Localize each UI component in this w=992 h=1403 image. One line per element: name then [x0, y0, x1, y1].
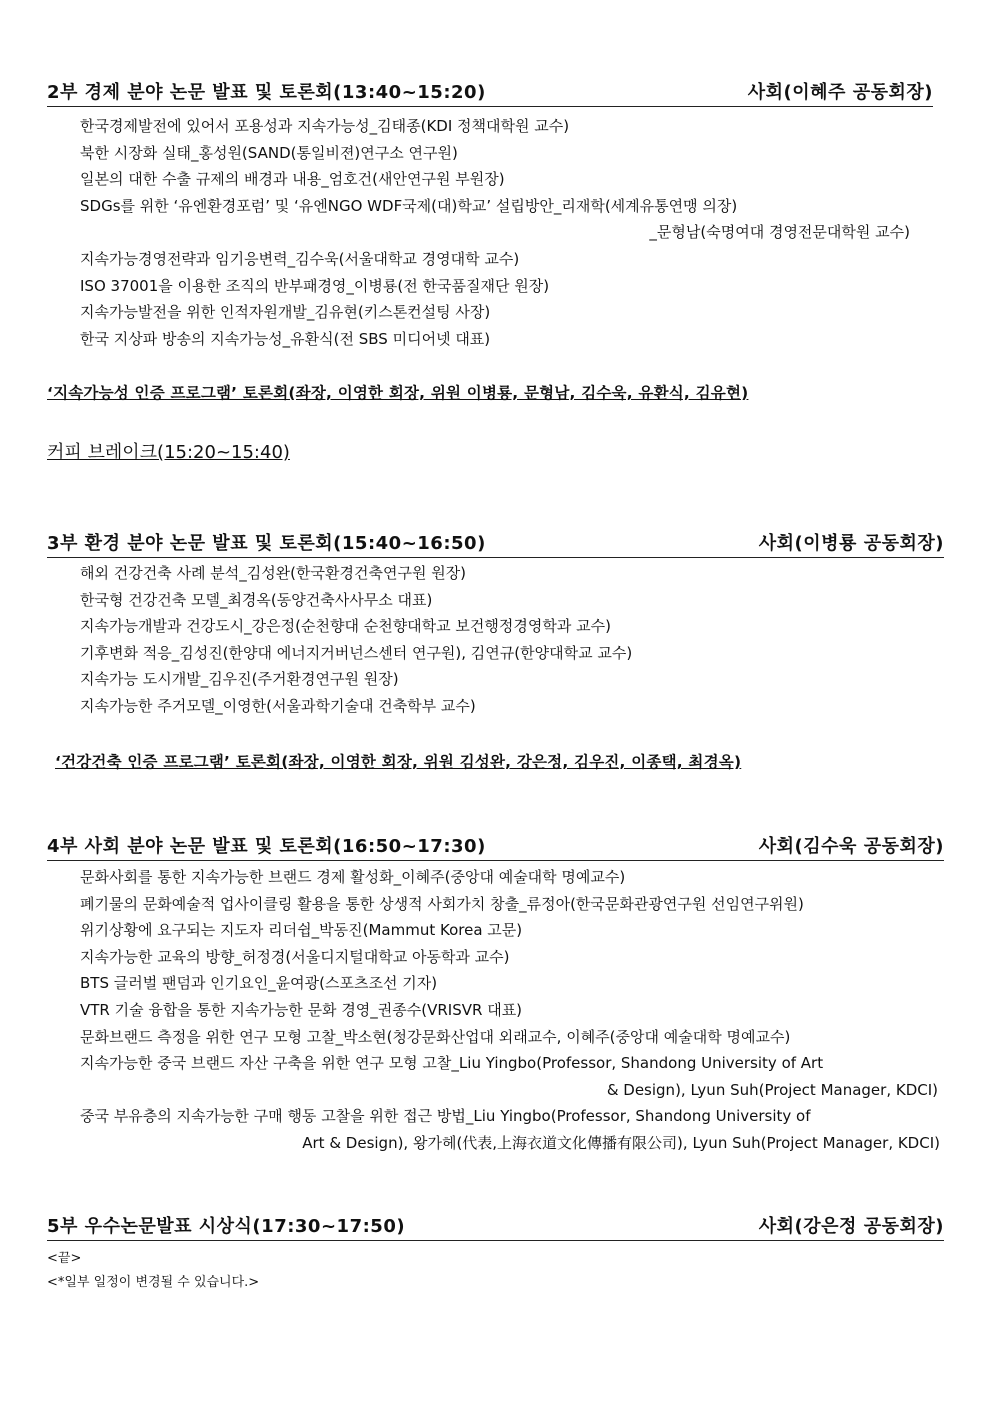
list-item: 한국 지상파 방송의 지속가능성_유환식(전 SBS 미디어넷 대표) — [80, 329, 491, 348]
list-item: 기후변화 적응_김성진(한양대 에너지거버넌스센터 연구원), 김연규(한양대학교 교수) — [80, 643, 633, 662]
section-3-panel: ‘건강건축 인증 프로그램’ 토론회(좌장, 이영한 회장, 위원 김성완, 강은정, 김우진, 이종택, 최경옥) — [55, 753, 742, 771]
list-item: VTR 기술 융합을 통한 지속가능한 문화 경영_권종수(VRISVR 대표) — [80, 1000, 523, 1019]
section-5-title: 5부 우수논문발표 시상식(17:30~17:50) — [47, 1216, 406, 1237]
section-3-list — [80, 560, 944, 720]
section-3-title: 3부 환경 분야 논문 발표 및 토론회(15:40~16:50) — [47, 533, 486, 554]
section-4-moderator: 사회(김수욱 공동회장) — [758, 836, 944, 857]
section-2-title: 2부 경제 분야 논문 발표 및 토론회(13:40~15:20) — [47, 82, 486, 103]
list-item: 문화사회를 통한 지속가능한 브랜드 경제 활성화_이혜주(중앙대 예술대학 명예교수) — [80, 868, 626, 886]
list-item: 위기상황에 요구되는 지도자 리더쉽_박동진(Mammut Korea 고문) — [80, 921, 523, 940]
list-item: 폐기물의 문화예술적 업사이클링 활용을 통한 상생적 사회가치 창출_류정아(한국문화관광연구원 선임연구위원) — [80, 894, 804, 913]
list-item-continuation: _문형남(숙명여대 경영전문대학원 교수) — [649, 223, 910, 242]
list-item: ISO 37001을 이용한 조직의 반부패경영_이병룡(전 한국품질재단 원장) — [80, 276, 550, 295]
end-mark: <끝> — [47, 1251, 82, 1266]
section-4-list — [80, 864, 944, 1157]
list-item: 지속가능한 주거모델_이영한(서울과학기술대 건축학부 교수) — [80, 696, 476, 715]
section-2-list — [80, 113, 910, 352]
section-3-header — [47, 527, 944, 558]
section-3-moderator: 사회(이병룡 공동회장) — [758, 533, 944, 554]
list-item: 지속가능발전을 위한 인적자원개발_김유현(키스톤컨설팅 사장) — [80, 303, 491, 322]
coffee-break: 커피 브레이크(15:20~15:40) — [47, 442, 290, 463]
section-5-moderator: 사회(강은정 공동회장) — [758, 1216, 944, 1237]
list-item: SDGs를 위한 ‘유엔환경포럼’ 및 ‘유엔NGO WDF국제(대)학교’ 설립방안_리재학(세계유통연맹 의장) — [80, 196, 738, 215]
list-item: 북한 시장화 실태_홍성원(SAND(통일비젼)연구소 연구원) — [80, 143, 458, 162]
list-item: 한국경제발전에 있어서 포용성과 지속가능성_김태종(KDI 정책대학원 교수) — [80, 117, 570, 135]
section-2-header — [47, 76, 933, 107]
list-item: BTS 글러벌 팬덤과 인기요인_윤여광(스포츠조선 기자) — [80, 974, 438, 993]
list-item: 중국 부유층의 지속가능한 구매 행동 고찰을 위한 접근 방법_Liu Yingbo(Professor, Shandong University of — [80, 1107, 811, 1126]
section-4-header — [47, 830, 944, 861]
section-5-header — [47, 1210, 944, 1241]
list-item: 문화브랜드 측정을 위한 연구 모형 고찰_박소현(청강문화산업대 외래교수, 이혜주(중앙대 예술대학 명예교수) — [80, 1027, 791, 1046]
list-item-continuation: & Design), Lyun Suh(Project Manager, KDCI) — [606, 1080, 938, 1099]
list-item: 지속가능경영전략과 임기응변력_김수욱(서울대학교 경영대학 교수) — [80, 249, 520, 268]
section-2-moderator: 사회(이혜주 공동회장) — [747, 82, 933, 103]
list-item: 지속가능한 교육의 방향_허정경(서울디지털대학교 아동학과 교수) — [80, 947, 510, 966]
section-2-panel: ‘지속가능성 인증 프로그램’ 토론회(좌장, 이영한 회장, 위원 이병룡, 문형남, 김수욱, 유환식, 김유현) — [47, 384, 749, 402]
list-item: 지속가능한 중국 브랜드 자산 구축을 위한 연구 모형 고찰_Liu Yingbo(Professor, Shandong University of Art — [80, 1054, 824, 1073]
list-item: 한국형 건강건축 모델_최경옥(동양건축사사무소 대표) — [80, 590, 433, 609]
list-item: 해외 건강건축 사례 분석_김성완(한국환경건축연구원 원장) — [80, 564, 467, 582]
list-item: 지속가능 도시개발_김우진(주거환경연구원 원장) — [80, 670, 399, 689]
list-item: 지속가능개발과 건강도시_강은정(순천향대 순천향대학교 보건행정경영학과 교수) — [80, 617, 611, 636]
list-item-continuation: Art & Design), 왕가헤(代表,上海衣道文化傳播有限公司), Lyun Suh(Project Manager, KDCI) — [302, 1133, 940, 1152]
section-4-title: 4부 사회 분야 논문 발표 및 토론회(16:50~17:30) — [47, 836, 486, 857]
list-item: 일본의 대한 수출 규제의 배경과 내용_엄호건(새안연구원 부원장) — [80, 170, 505, 189]
schedule-note: <*일부 일정이 변경될 수 있습니다.> — [47, 1275, 260, 1290]
